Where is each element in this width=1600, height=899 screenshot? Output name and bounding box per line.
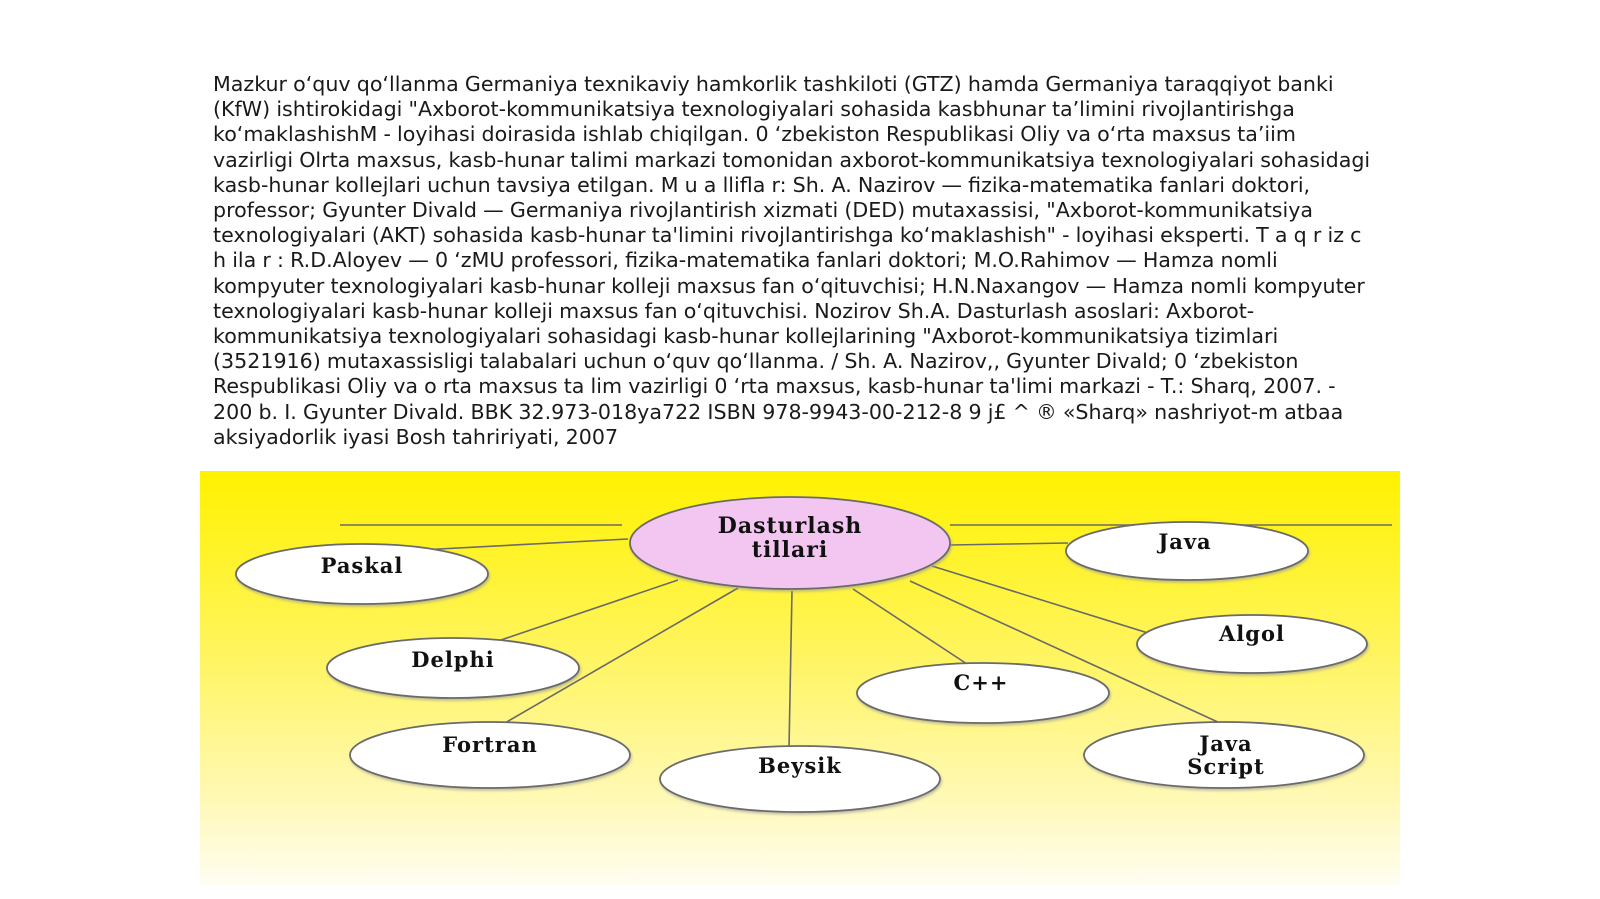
- node-beysik-label: Beysik: [758, 753, 842, 778]
- connector-beysik: [789, 591, 792, 748]
- connector-cpp: [853, 589, 967, 664]
- center-node: [630, 497, 950, 589]
- node-java-label: Java: [1158, 529, 1212, 554]
- node-javascript-label-line1: Java: [1199, 731, 1253, 756]
- node-java: [1066, 522, 1308, 580]
- node-delphi: [327, 638, 579, 698]
- connector-delphi: [498, 580, 678, 641]
- node-algol: [1137, 615, 1367, 673]
- node-algol-label: Algol: [1219, 621, 1285, 646]
- book-description-paragraph: Mazkur o‘quv qo‘llanma Germaniya texnikaviy hamkorlik tashkiloti (GTZ) hamda Germaniya taraqqiyot banki (KfW) ishtirokidagi "Axborot-kommunikatsiya texnologiyalari sohasida kasbhunar ta’limini rivojlantirishga ko‘maklashishM - loyihasi doirasida ishlab chiqilgan. 0 ‘zbekiston Respublikasi Oliy va o‘rta maxsus ta’iim vazirligi Olrta maxsus, kasb-hunar talimi markazi tomonidan axborot-kommunikatsiya texnologiyalari sohasidagi kasb-hunar kollejlari uchun tavsiya etilgan. M u a llifla r: Sh. A. Nazirov — fizika-matematika fanlari doktori, professor; Gyunter Divald — Germaniya rivojlantirish xizmati (DED) mutaxassisi, "Axborot-kommunikatsiya texnologiyalari (AKT) sohasida kasb-hunar ta'limini rivojlantirishga ko‘maklashish" - loyihasi eksperti. T a q r iz c h ila r : R.D.Aloyev — 0 ‘zMU professori, fizika-matematika fanlari doktori; M.O.Rahimov — Hamza nomli kompyuter texnologiyalari kasb-hunar kolleji maxsus fan o‘qituvchisi; H.N.Naxangov — Hamza nomli kompyuter texnologiyalari kasb-hunar kolleji maxsus fan o‘qituvchisi. Nozirov Sh.A. Dasturlash asoslari: Axborot-kommunikatsiya texnologiyalari sohasidagi kasb-hunar kollejlarining "Axborot-kommunikatsiya tizimlari (3521916) mutaxassisligi talabalari uchun o‘quv qo‘llanma. / Sh. A. Nazirov,, Gyunter Divald; 0 ‘zbekiston Respublikasi Oliy va o rta maxsus ta lim vazirligi 0 ‘rta maxsus, kasb-hunar ta'limi markazi - T.: Sharq, 2007. - 200 b. I. Gyunter Divald. BBK 32.973-018ya722 ISBN 978-9943-00-212-8 9 j£ ^ ® «Sharq» nashriyot-m atbaa aksiyadorlik iyasi Bosh tahririyati, 2007: [213, 72, 1371, 449]
- node-beysik: [660, 746, 940, 812]
- connector-java: [950, 543, 1068, 545]
- center-node-label-line2: tillari: [751, 537, 829, 563]
- connector-paskal: [420, 539, 628, 550]
- node-fortran-label: Fortran: [442, 732, 538, 757]
- node-delphi-label: Delphi: [411, 647, 495, 672]
- node-javascript-label-line2: Script: [1187, 754, 1265, 779]
- programming-languages-diagram: [200, 471, 1400, 885]
- connector-algol: [932, 566, 1148, 633]
- center-node-label-line1: Dasturlash: [717, 513, 863, 539]
- node-javascript: [1084, 722, 1364, 788]
- diagram-canvas: [200, 471, 1400, 885]
- node-fortran: [350, 722, 630, 788]
- node-paskal: [236, 544, 488, 604]
- node-cpp: [857, 663, 1109, 723]
- node-paskal-label: Paskal: [320, 553, 404, 578]
- node-cpp-label: C++: [953, 670, 1009, 695]
